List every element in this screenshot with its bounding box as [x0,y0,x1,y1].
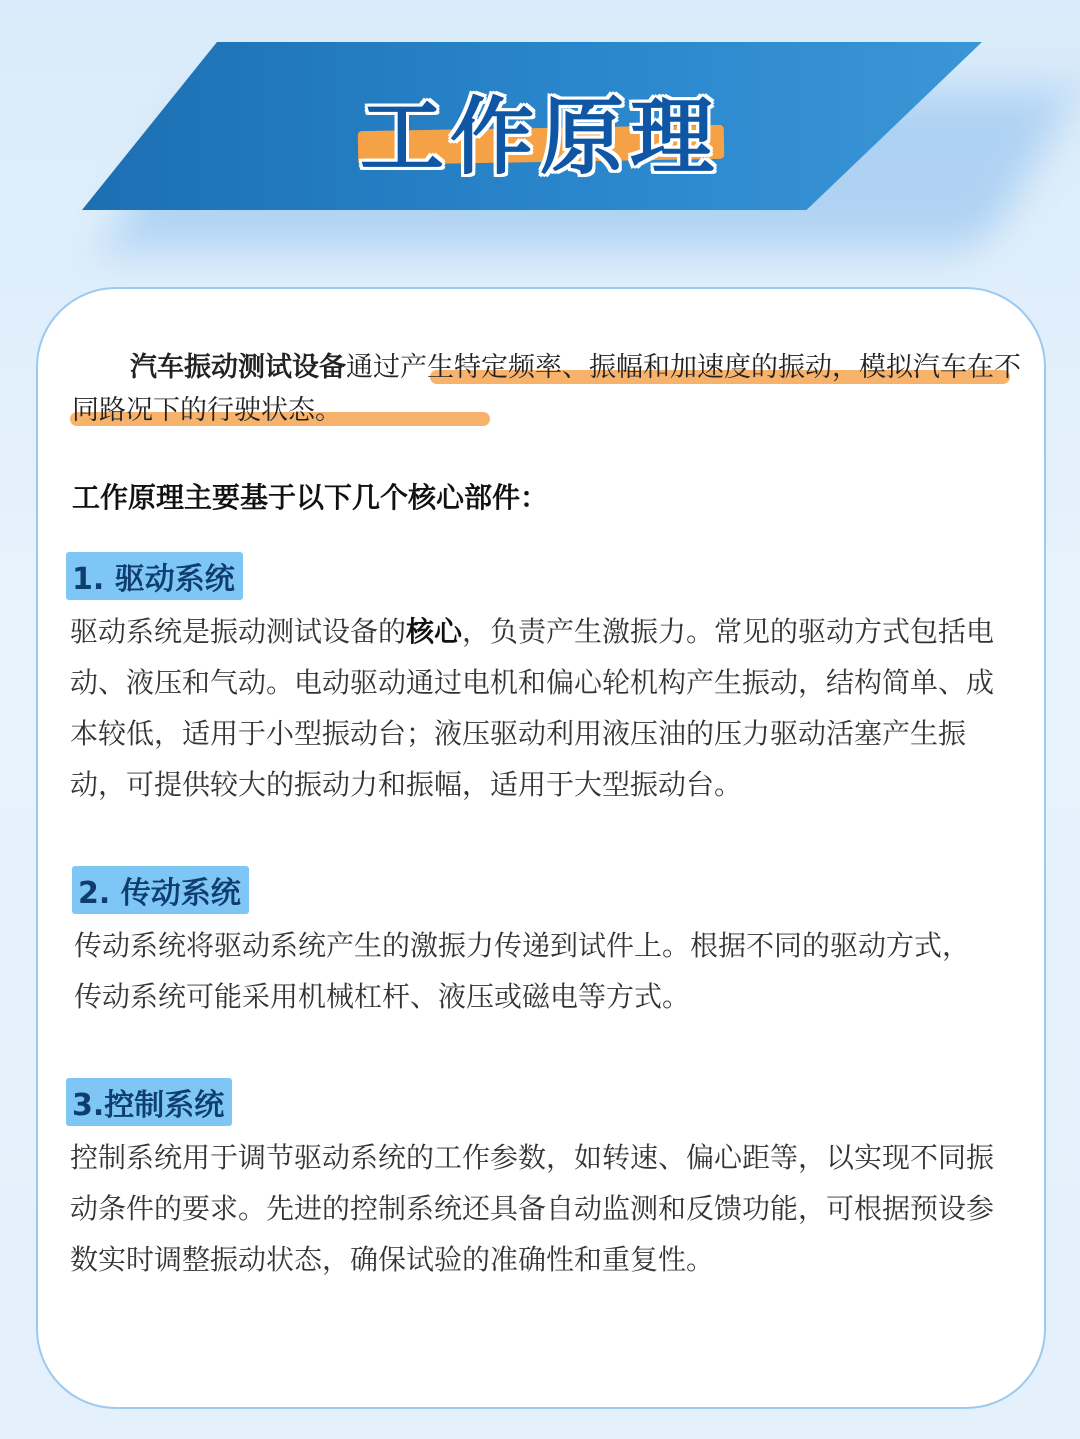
intro-rest: 通过产生特定频率、振幅和加速度的振动，模拟汽车在不同路况下的行驶状态。 [72,352,1021,426]
drive-text-before: 驱动系统是振动测试设备的 [70,615,407,648]
page-title: 工作原理 [359,88,720,186]
section-text-transmission: 传动系统将驱动系统产生的激振力传递到试件上。根据不同的驱动方式，传动系统可能采用机械杠杆、液压或磁电等方式。 [74,929,971,1013]
section-title-transmission: 2. 传动系统 [72,866,249,914]
section-text-control: 控制系统用于调节驱动系统的工作参数，如转速、偏心距等，以实现不同振动条件的要求。先进的控制系统还具备自动监测和反馈功能，可根据预设参数实时调整振动状态，确保试验的准确性和重复性。 [70,1141,995,1276]
components-heading: 工作原理主要基于以下几个核心部件： [72,481,549,514]
section-title-drive: 1. 驱动系统 [66,552,243,600]
section-text-drive [70,606,1010,810]
drive-text-after: ，负责产生激振力。常见的驱动方式包括电动、液压和气动。电动驱动通过电机和偏心轮机构产生振动，结构简单、成本较低，适用于小型振动台；液压驱动利用液压油的压力驱动活塞产生振动，可提供较大的振动力和振幅，适用于大型振动台。 [70,615,995,801]
drive-text-bold: 核心 [406,615,463,648]
section-title-control: 3.控制系统 [66,1078,232,1126]
intro-paragraph [72,346,1022,432]
intro-lead: 汽车振动测试设备 [130,352,346,383]
